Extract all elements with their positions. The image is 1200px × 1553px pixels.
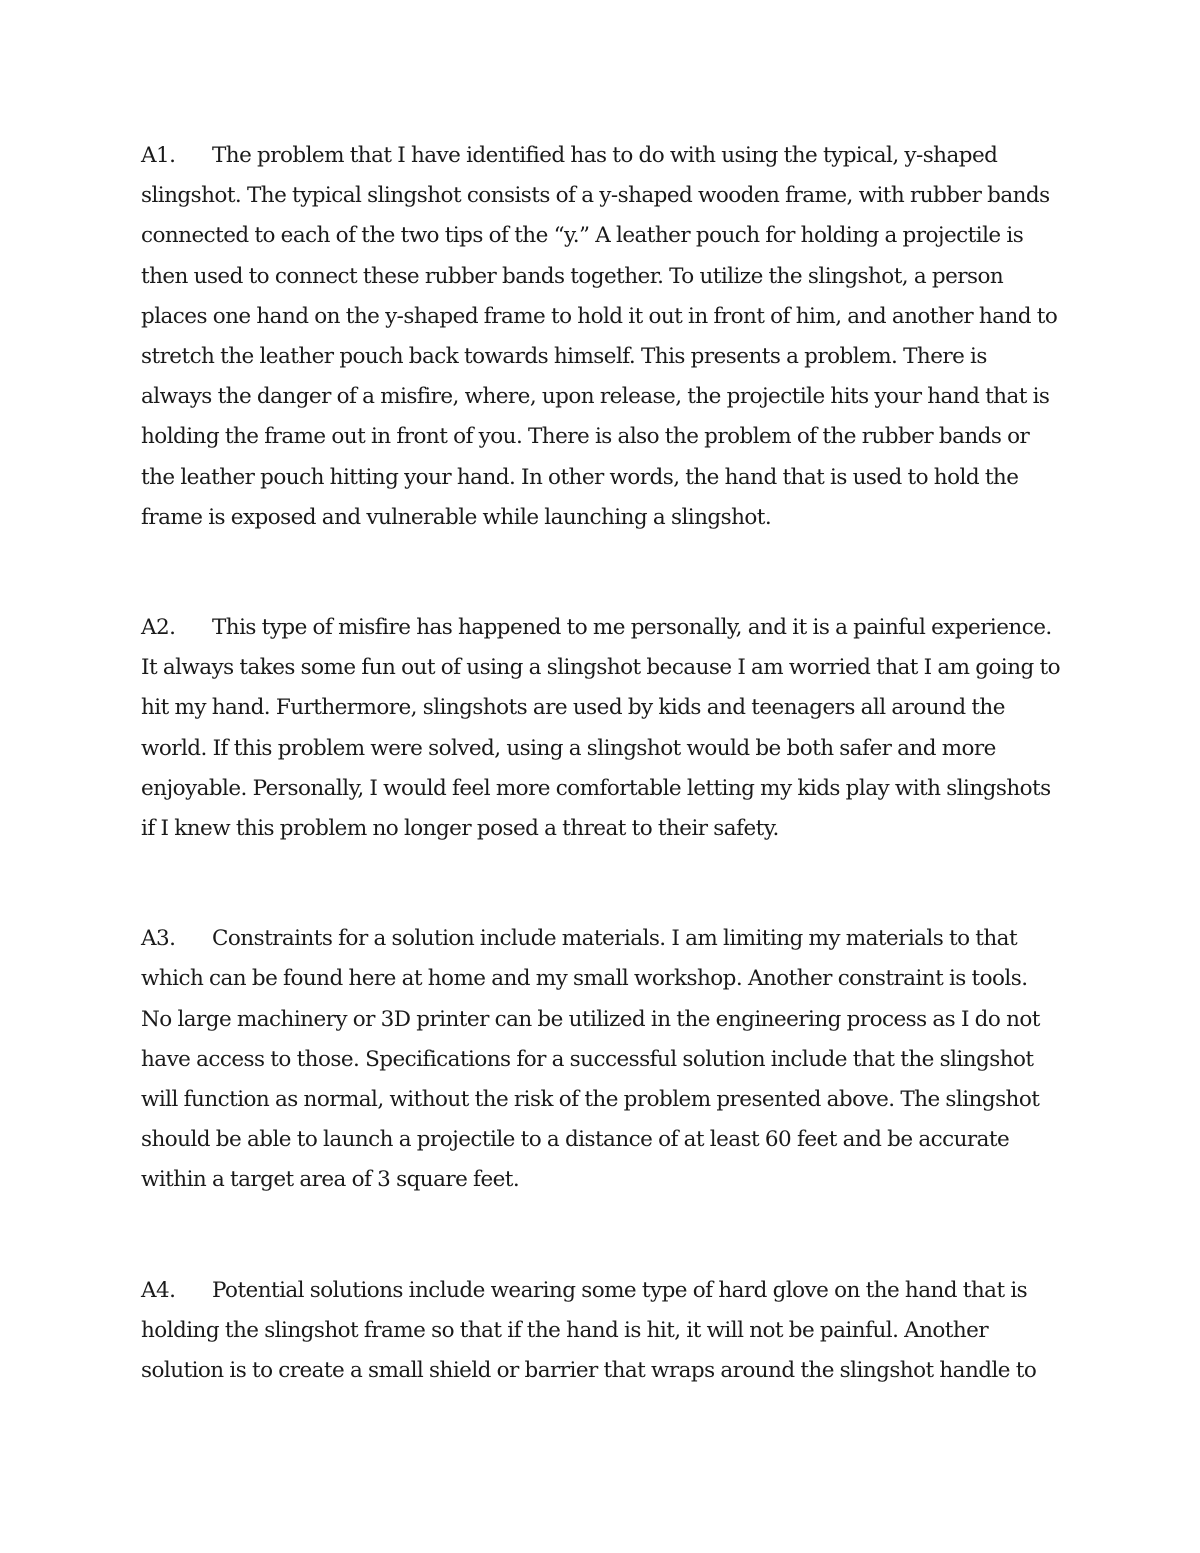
paragraph-label: A1.	[141, 143, 176, 168]
paragraph-a1	[141, 136, 1061, 538]
paragraph-text: This type of misfire has happened to me personally, and it is a painful experience. It always takes some fun out of using a slingshot because I am worried that I am going to hit my hand. Furthermore, slingshots are used by kids and teenagers all around the world. If this problem were solved, using a slingshot would be both safer and more enjoyable. Personally, I would feel more comfortable letting my kids play with slingshots if I knew this problem no longer posed a threat to their safety.	[141, 615, 1060, 842]
paragraph-label: A2.	[141, 615, 176, 641]
paragraph-label: A3.	[141, 926, 176, 952]
paragraph-a4	[141, 1271, 1061, 1392]
document-body	[141, 136, 1061, 1391]
paragraph-label: A4.	[141, 1277, 176, 1303]
paragraph-text: Constraints for a solution include materials. I am limiting my materials to that which can be found here at home and my small workshop. Another constraint is tools. No large machinery or 3D printer can be utilized in the engineering process as I do not have access to those. Specifications for a successful solution include that the slingshot will function as normal, without the risk of the problem presented above. The slingshot should be able to launch a projectile to a distance of at least 60 feet and be accurate within a target area of 3 square feet.	[141, 926, 1040, 1193]
paragraph-text: The problem that I have identified has to do with using the typical, y-shaped slingshot. The typical slingshot consists of a y-shaped wooden frame, with rubber bands connected to each of the two tips of the “y.” A leather pouch for holding a projectile is then used to connect these rubber bands together. To utilize the slingshot, a person places one hand on the y-shaped frame to hold it out in front of him, and another hand to stretch the leather pouch back towards himself. This presents a problem. There is always the danger of a misfire, where, upon release, the projectile hits your hand that is holding the frame out in front of you. There is also the problem of the rubber bands or the leather pouch hitting your hand. In other words, the hand that is used to hold the frame is exposed and vulnerable while launching a slingshot.	[141, 143, 1058, 530]
paragraph-text: Potential solutions include wearing some type of hard glove on the hand that is holding the slingshot frame so that if the hand is hit, it will not be painful. Another solution is to create a small shield or barrier that wraps around the slingshot handle to	[141, 1277, 1037, 1384]
paragraph-a3	[141, 919, 1061, 1200]
paragraph-a2	[141, 608, 1061, 849]
